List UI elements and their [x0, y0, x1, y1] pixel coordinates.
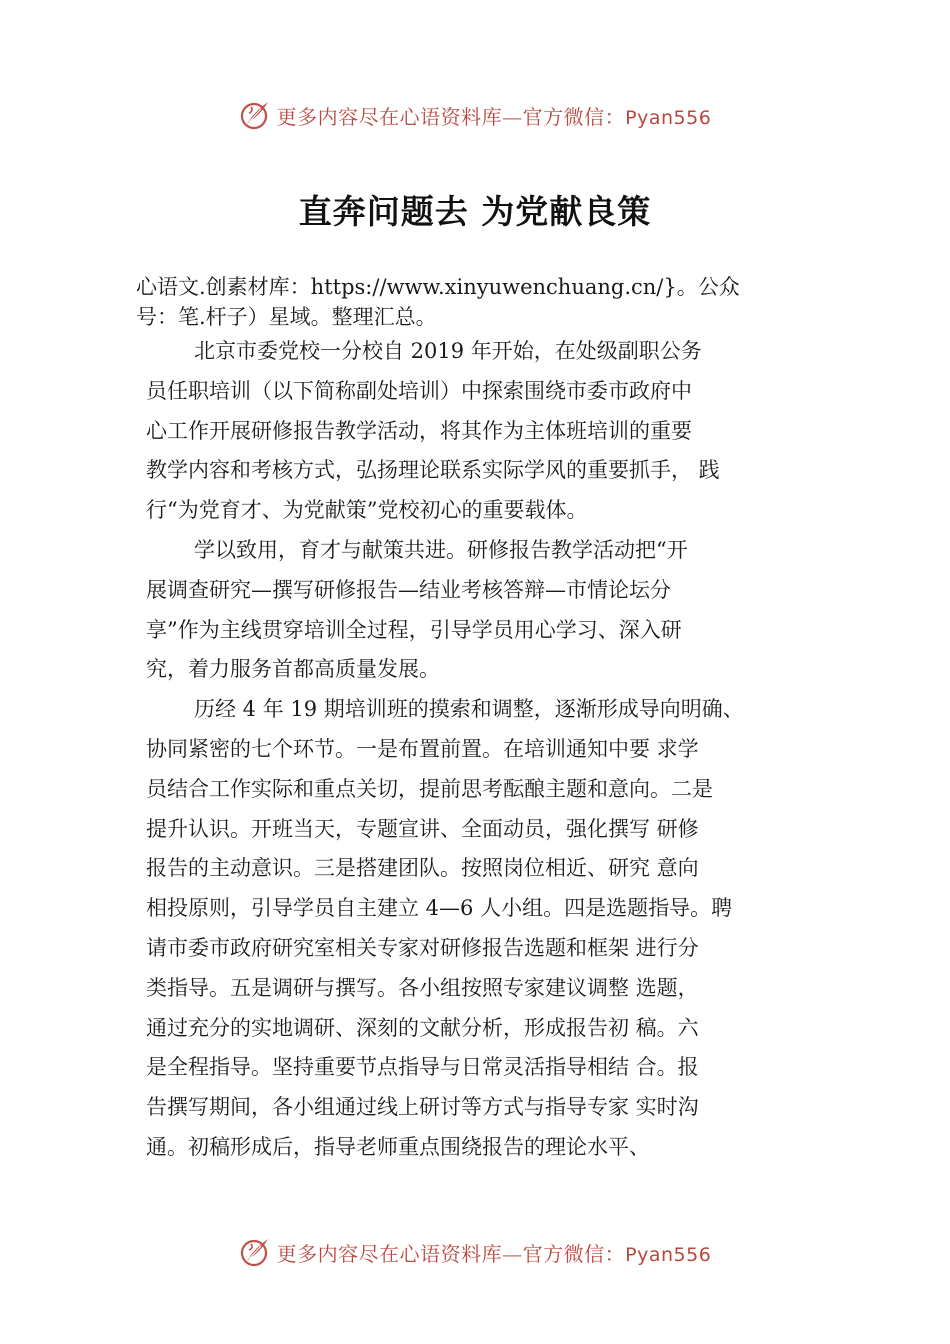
paragraph-2	[146, 531, 840, 690]
watermark-separator: —	[502, 104, 523, 129]
source-note	[136, 272, 836, 332]
watermark-text	[277, 101, 712, 130]
paragraph-line: 学以致用，育才与献策共进。研修报告教学活动把“开	[194, 537, 688, 562]
article-body	[146, 332, 840, 1168]
watermark-text	[277, 1238, 712, 1267]
footer-watermark-banner	[0, 1232, 950, 1272]
paragraph-line: 通。初稿形成后，指导老师重点围绕报告的理论水平、	[146, 1134, 650, 1159]
paragraph-line: 员结合工作实际和重点关切，提前思考酝酿主题和意向。二是	[146, 776, 713, 801]
article-title: 直奔问题去 为党献良策	[298, 192, 652, 231]
paragraph-1	[146, 332, 840, 531]
source-note-line-2: 号：笔.杆子）星域。整理汇总。	[136, 305, 437, 329]
paragraph-line: 享”作为主线贯穿培训全过程，引导学员用心学习、深入研	[146, 617, 682, 642]
paragraph-line: 展调查研究—撰写研修报告—结业考核答辩—市情论坛分	[146, 577, 671, 602]
watermark-slogan: 更多内容尽在心语资料库	[276, 104, 503, 129]
paragraph-line: 类指导。五是调研与撰写。各小组按照专家建议调整 选题，	[146, 975, 699, 1000]
paragraph-line: 行“为党育才、为党献策”党校初心的重要载体。	[146, 498, 588, 523]
source-note-line-1: 心语文.创素材库：https://www.xinyuwenchuang.cn/}。公众	[136, 275, 740, 299]
header-watermark-banner	[0, 95, 950, 135]
paragraph-line: 告撰写期间，各小组通过线上研讨等方式与指导专家 实时沟	[146, 1095, 699, 1120]
paragraph-line: 是全程指导。坚持重要节点指导与日常灵活指导相结 合。报	[146, 1055, 699, 1080]
quill-logo-icon	[239, 99, 271, 131]
paragraph-line: 提升认识。开班当天，专题宣讲、全面动员，强化撰写 研修	[146, 816, 699, 841]
paragraph-line: 心工作开展研修报告教学活动，将其作为主体班培训的重要	[146, 418, 692, 443]
paragraph-line: 通过充分的实地调研、深刻的文献分析，形成报告初 稿。六	[146, 1015, 699, 1040]
quill-logo-icon	[239, 1236, 271, 1268]
watermark-wechat-label: 官方微信：	[522, 104, 626, 129]
watermark-handle: Pyan556	[625, 1243, 712, 1266]
paragraph-line: 相投原则，引导学员自主建立 4—6 人小组。四是选题指导。聘	[146, 896, 733, 921]
paragraph-line: 教学内容和考核方式，弘扬理论联系实际学风的重要抓手， 践	[146, 458, 720, 483]
watermark-separator: —	[502, 1241, 523, 1266]
watermark-handle: Pyan556	[625, 106, 712, 129]
paragraph-line: 请市委市政府研究室相关专家对研修报告选题和框架 进行分	[146, 935, 699, 960]
paragraph-line: 员任职培训（以下简称副处培训）中探索围绕市委市政府中	[146, 378, 692, 403]
watermark-slogan: 更多内容尽在心语资料库	[276, 1241, 503, 1266]
paragraph-line: 究，着力服务首都高质量发展。	[146, 657, 440, 682]
paragraph-line: 协同紧密的七个环节。一是布置前置。在培训通知中要 求学	[146, 736, 699, 761]
paragraph-line: 北京市委党校一分校自 2019 年开始，在处级副职公务	[194, 339, 702, 363]
paragraph-line: 报告的主动意识。三是搭建团队。按照岗位相近、研究 意向	[146, 856, 699, 881]
paragraph-line: 历经 4 年 19 期培训班的摸索和调整，逐渐形成导向明确、	[194, 697, 744, 722]
watermark-wechat-label: 官方微信：	[522, 1241, 626, 1266]
paragraph-3	[146, 690, 840, 1168]
